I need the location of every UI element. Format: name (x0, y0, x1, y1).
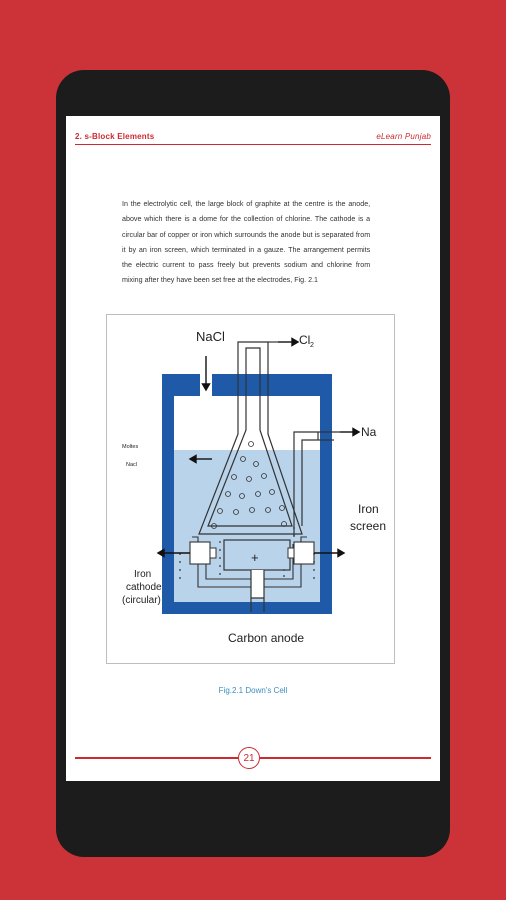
book-page[interactable] (66, 116, 440, 781)
anode-rod (251, 570, 264, 598)
label-iron-screen-2: screen (350, 519, 387, 533)
label-molten-2: Nacl (126, 462, 138, 468)
label-iron-screen-1: Iron (358, 502, 379, 516)
publisher-name: eLearn Punjab (376, 132, 431, 141)
label-cl2-sub: 2 (310, 342, 314, 349)
cathode-left (190, 542, 210, 564)
label-molten-1: Moltes (122, 444, 139, 450)
label-nacl: NaCl (196, 329, 225, 344)
downs-cell-diagram (106, 314, 395, 664)
footer-line-right (260, 757, 431, 759)
figure-caption: Fig.2.1 Down's Cell (218, 686, 288, 695)
label-cl2: Cl (299, 333, 311, 347)
label-iron-cathode-3: (circular) (122, 595, 161, 606)
page-header (75, 130, 431, 145)
page-number: 21 (238, 747, 260, 769)
body-paragraph: In the electrolytic cell, the large block of graphite at the centre is the anode, above which there is a dome for the collection of chlorine. The cathode is a circular bar of copper or iron which surrounds the anode but is separated from it by an iron screen, which terminated in a gauze. The arrangement permits the electric current to pass freely but prevents sodium and chlorine from mixing after they have been set free at the electrodes, Fig. 2.1 (122, 199, 371, 285)
footer-line-left (75, 757, 238, 759)
label-iron-cathode-1: Iron (134, 569, 152, 580)
cathode-right (294, 542, 314, 564)
label-na: Na (361, 425, 377, 439)
label-carbon-anode: Carbon anode (228, 631, 305, 645)
label-iron-cathode-2: cathode (126, 582, 162, 593)
label-plus: + (251, 550, 259, 565)
chapter-title: 2. s-Block Elements (75, 132, 155, 141)
